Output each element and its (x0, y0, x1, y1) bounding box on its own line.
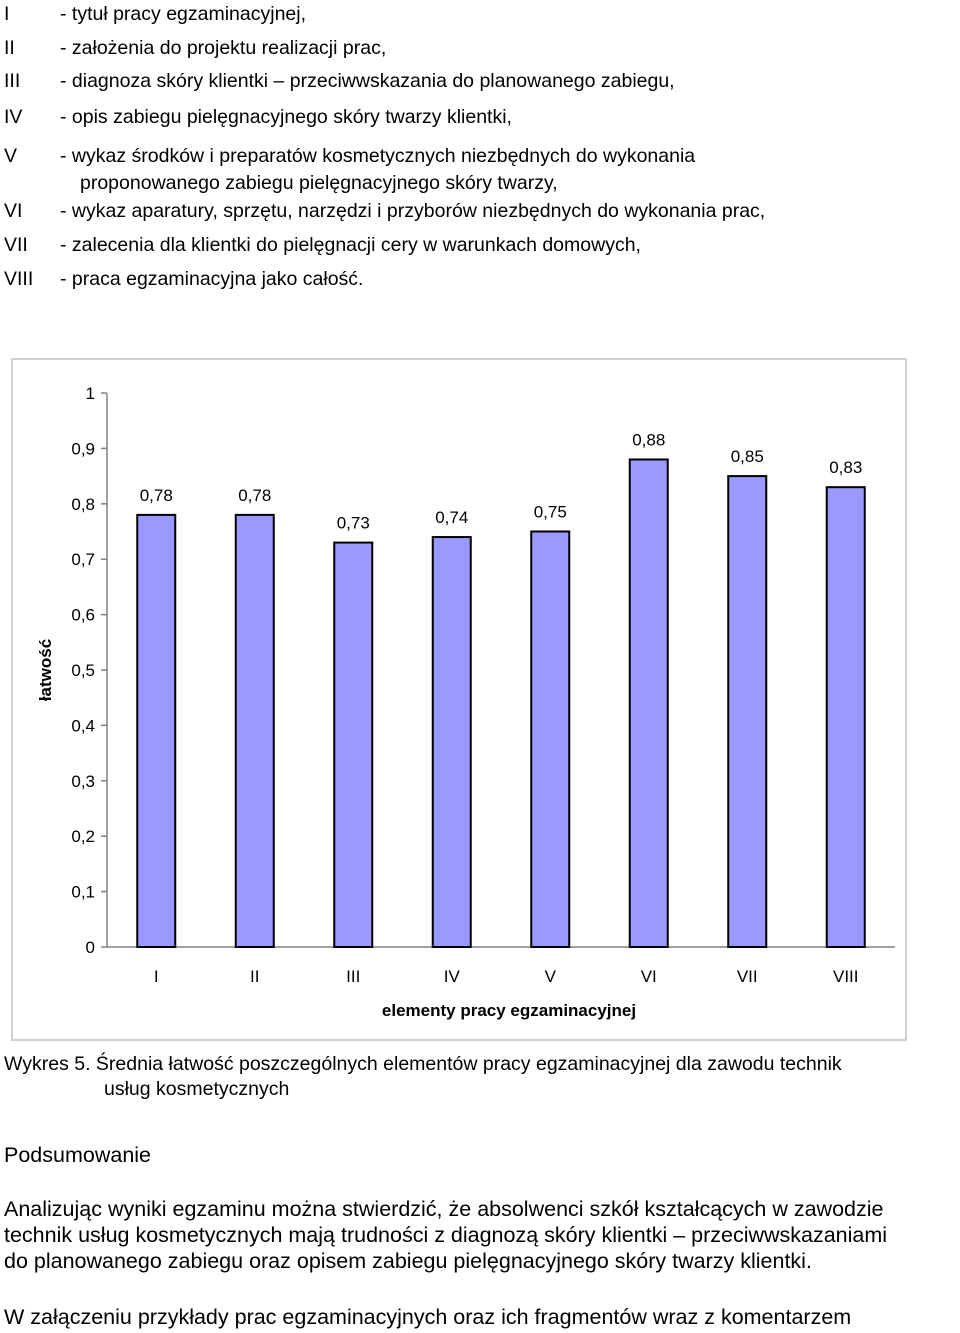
y-tick-label: 0,9 (71, 439, 95, 459)
bar (531, 532, 569, 948)
list-item-number: III (4, 70, 21, 92)
list-item-text: - wykaz środków i preparatów kosmetycznych niezbędnych do wykonania (60, 145, 696, 167)
bar (334, 543, 372, 947)
bar-value-label: 0,78 (139, 485, 173, 505)
list-item-number: V (4, 145, 18, 167)
x-tick-label: II (250, 967, 260, 986)
list-item-number: VI (4, 200, 23, 222)
list-item-continuation: proponowanego zabiegu pielęgnacyjnego skóry twarzy, (80, 172, 558, 194)
y-tick-label: 0,8 (71, 494, 95, 514)
bar (827, 487, 865, 947)
bar (433, 537, 471, 947)
list-item-number: II (4, 37, 15, 59)
bar (630, 459, 668, 947)
x-tick-label: V (544, 967, 556, 986)
chart-caption: Wykres 5. Średnia łatwość poszczególnych elementów pracy egzaminacyjnej dla zawodu technik (4, 1053, 842, 1075)
summary-paragraph-line: do planowanego zabiegu oraz opisem zabiegu pielęgnacyjnego skóry twarzy klientki. (4, 1249, 812, 1273)
bar-value-label: 0,85 (730, 447, 764, 467)
y-tick-label: 1 (85, 384, 95, 403)
y-tick-label: 0 (85, 938, 95, 957)
y-tick-label: 0,2 (71, 827, 95, 847)
x-tick-label: III (346, 967, 361, 986)
bar-value-label: 0,78 (238, 485, 272, 505)
bar (728, 476, 766, 947)
bar-value-label: 0,83 (829, 458, 863, 478)
x-axis-title: elementy pracy egzaminacyjnej (381, 1001, 637, 1020)
y-tick-label: 0,7 (71, 550, 95, 570)
list-item-text: - diagnoza skóry klientki – przeciwwskazania do planowanego zabiegu, (60, 70, 675, 92)
list-item-number: IV (4, 106, 23, 128)
x-tick-label: VII (736, 967, 758, 986)
bar-chart (11, 358, 907, 1041)
summary-final-line: W załączeniu przykłady prac egzaminacyjnych oraz ich fragmentów wraz z komentarzem (4, 1305, 852, 1329)
x-tick-label: IV (443, 967, 460, 986)
list-item-number: VIII (4, 268, 34, 290)
summary-heading: Podsumowanie (4, 1143, 152, 1167)
list-item-text: - tytuł pracy egzaminacyjnej, (60, 3, 307, 25)
list-item-number: I (4, 3, 10, 25)
x-tick-label: VIII (832, 967, 859, 986)
x-tick-label: VI (640, 967, 657, 986)
bar (236, 515, 274, 947)
list-item-text: - praca egzaminacyjna jako całość. (60, 268, 364, 290)
y-tick-label: 0,4 (71, 716, 95, 736)
list-item-text: - opis zabiegu pielęgnacyjnego skóry twarzy klientki, (60, 106, 512, 128)
y-tick-label: 0,3 (71, 771, 95, 791)
y-axis-title: łatwość (36, 638, 55, 702)
y-tick-label: 0,6 (71, 605, 95, 625)
bar (137, 515, 175, 947)
list-item-number: VII (4, 234, 28, 256)
list-item-text: - założenia do projektu realizacji prac, (60, 37, 387, 59)
bar-value-label: 0,88 (632, 430, 666, 450)
chart-canvas (13, 360, 905, 1039)
bar-value-label: 0,73 (336, 513, 370, 533)
summary-paragraph-line: technik usług kosmetycznych mają trudności z diagnozą skóry klientki – przeciwwskazaniami (4, 1223, 888, 1247)
y-tick-label: 0,1 (71, 882, 95, 902)
list-item-text: - wykaz aparatury, sprzętu, narzędzi i przyborów niezbędnych do wykonania prac, (60, 200, 766, 222)
x-tick-label: I (153, 967, 159, 986)
bar-value-label: 0,74 (435, 508, 469, 528)
y-tick-label: 0,5 (71, 661, 95, 680)
list-item-text: - zalecenia dla klientki do pielęgnacji cery w warunkach domowych, (60, 234, 641, 256)
chart-caption-continuation: usług kosmetycznych (104, 1078, 290, 1100)
bar-value-label: 0,75 (533, 502, 567, 522)
summary-paragraph-line: Analizując wyniki egzaminu można stwierdzić, że absolwenci szkół kształcących w zawodzie (4, 1197, 884, 1221)
